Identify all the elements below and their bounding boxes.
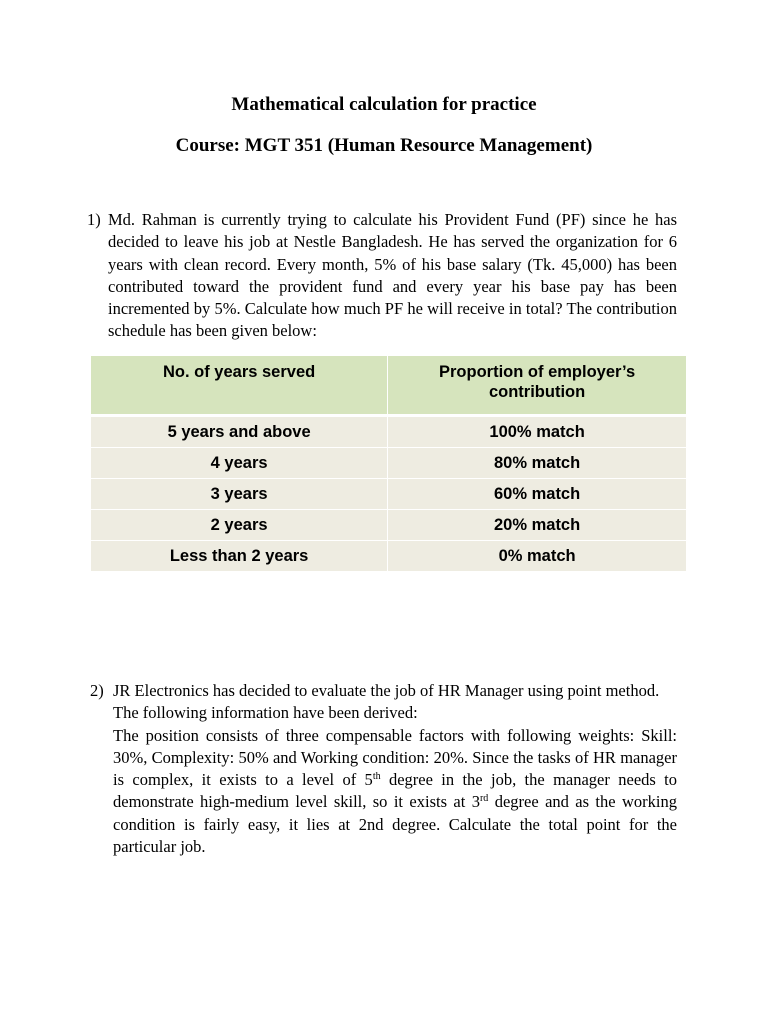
table-cell-years: 4 years bbox=[91, 448, 388, 479]
document-title: Mathematical calculation for practice bbox=[231, 94, 537, 115]
question-2-text bbox=[113, 680, 677, 858]
superscript-rd: rd bbox=[479, 793, 489, 805]
question-2-number: 2) bbox=[90, 681, 104, 700]
question-2-body bbox=[113, 725, 677, 859]
question-1-text bbox=[108, 209, 677, 343]
table-cell-years: 2 years bbox=[91, 510, 388, 541]
question-1-paragraph: Md. Rahman is currently trying to calculate his Provident Fund (PF) since he has decided to leave his job at Nestle Bangladesh. He has served the organization for 6 years with clean record. Every month, 5% of his base salary (Tk. 45,000) has been contributed toward the provident fund and every year his base pay has been incremented by 5%. Calculate how much PF he will receive in total? The contribution schedule has been given below: bbox=[108, 210, 677, 341]
question-2-body-part1: The position consists of three compensable factors with following weights: Skill: 30%, Complexity: 50% and Working condition: 20%. Since the tasks of HR manager is complex, it exists to a level of 5 bbox=[113, 725, 677, 790]
table-cell-years: 3 years bbox=[91, 479, 388, 510]
table-row bbox=[91, 448, 687, 479]
question-2-body-part2: degree in the job, the manager needs to demonstrate high-medium level skill, so it exists at 3 bbox=[113, 770, 678, 812]
table-cell-match: 60% match bbox=[388, 479, 687, 510]
header-years-served: No. of years served bbox=[91, 356, 388, 416]
header-employer-contribution-label: Proportion of employer’s contribution bbox=[439, 363, 636, 401]
table-header-row bbox=[91, 356, 687, 416]
question-2-body-part3: degree and as the working condition is fairly easy, it lies at 2nd degree. Calculate the total point for the particular job. bbox=[113, 792, 677, 857]
table-row bbox=[91, 510, 687, 541]
table-cell-years: 5 years and above bbox=[91, 416, 388, 448]
table-row bbox=[91, 416, 687, 448]
table-cell-match: 0% match bbox=[388, 541, 687, 572]
question-2-intro: JR Electronics has decided to evaluate the job of HR Manager using point method. The following information have been derived: bbox=[113, 681, 660, 723]
question-1-number: 1) bbox=[87, 210, 101, 229]
table-cell-match: 80% match bbox=[388, 448, 687, 479]
contribution-schedule-table bbox=[90, 355, 687, 572]
table-cell-match: 100% match bbox=[388, 416, 687, 448]
superscript-th: th bbox=[372, 771, 381, 783]
table-cell-match: 20% match bbox=[388, 510, 687, 541]
table-cell-years: Less than 2 years bbox=[91, 541, 388, 572]
course-title: Course: MGT 351 (Human Resource Management) bbox=[175, 135, 593, 156]
table-row bbox=[91, 479, 687, 510]
table-row bbox=[91, 541, 687, 572]
header-employer-contribution bbox=[388, 356, 687, 416]
